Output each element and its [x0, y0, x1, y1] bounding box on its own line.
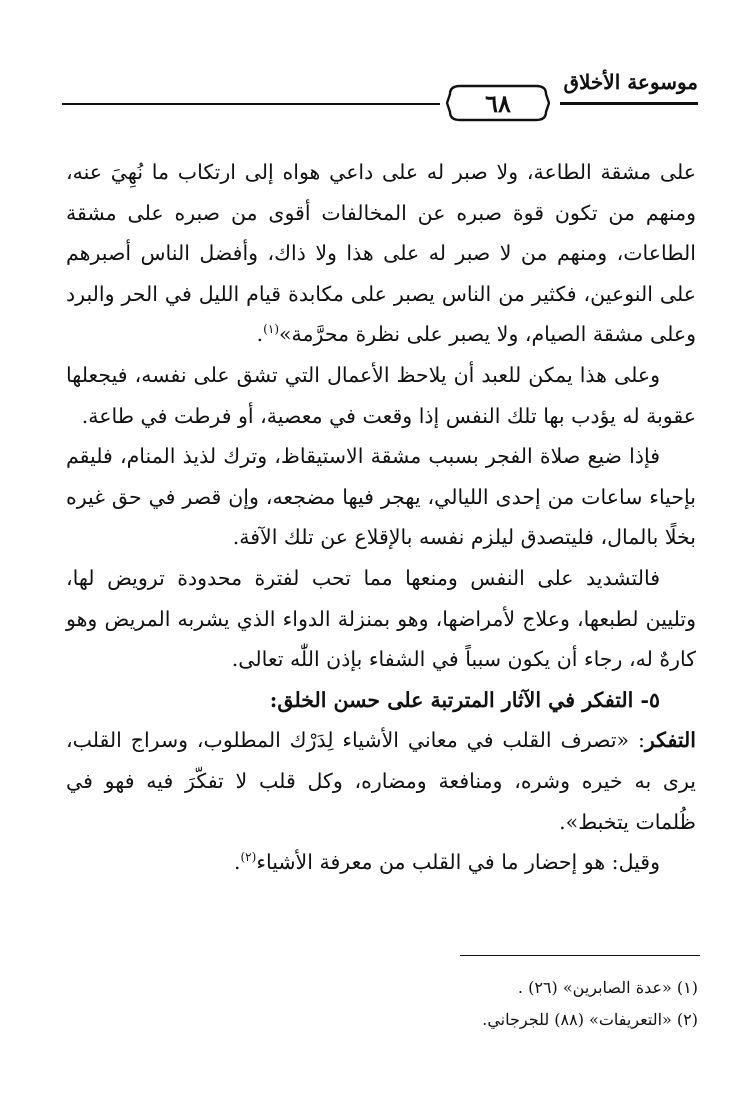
- paragraph-3: فإذا ضيع صلاة الفجر بسبب مشقة الاستيقاظ، وترك لذيذ المنام، فليقم بإحياء ساعات من إحدى الليالي، يهجر فيها مضجعه، وإن قصر في حق غيره بخلًا بالمال، فليتصدق ليلزم نفسه بالإقلاع عن تلك الآفة.: [66, 444, 696, 550]
- header-rule-left: [62, 103, 440, 105]
- footnote-ref-2: (٢): [240, 850, 257, 865]
- page-number: ٦٨: [485, 89, 511, 118]
- footnote-divider: [460, 955, 700, 956]
- body-text: [66, 152, 696, 883]
- footnote-2: (٢) «التعريفات» (٨٨) للجرجاني.: [482, 1010, 698, 1029]
- paragraph-2: وعلى هذا يمكن للعبد أن يلاحظ الأعمال التي تشق على نفسه، فيجعلها عقوبة له يؤدب بها تلك النفس إذا وقعت في معصية، أو فرطت في طاعة.: [66, 362, 696, 428]
- section-heading: ٥- التفكر في الآثار المترتبة على حسن الخلق:: [269, 687, 660, 712]
- paragraph-6: وقيل: هو إحضار ما في القلب من معرفة الأشياء$^{(٢)}$.: [233, 850, 660, 875]
- paragraph-5: التفكر: «تصرف القلب في معاني الأشياء لِدَرْك المطلوب، وسراج القلب، يرى به خيره وشره، ومنافعة ومضاره، وكل قلب لا تفكّرَ فيه فهو في ظُلمات يتخبط».: [66, 728, 696, 834]
- term-label: التفكر: [644, 728, 696, 753]
- footnote-ref-1: (١): [263, 322, 279, 337]
- footnote-1: (١) «عدة الصابرين» (٢٦) .: [517, 978, 698, 997]
- header-rule-right: [560, 102, 698, 105]
- paragraph-4: فالتشديد على النفس ومنعها مما تحب لفترة محدودة ترويض لها، وتليين لطبعها، وعلاج لأمراضها، وهو بمنزلة الدواء الذي يشربه المريض وهو كارهٌ له، رجاء أن يكون سبباً في الشفاء بإذن اللّٰه تعالى.: [66, 565, 696, 672]
- page-header: [62, 62, 698, 122]
- book-title: موسوعة الأخلاق: [563, 70, 698, 94]
- paragraph-1: على مشقة الطاعة، ولا صبر له على داعي هواه إلى ارتكاب ما نُهِيَ عنه، ومنهم من تكون قوة صبره عن المخالفات أقوى من صبره على مشقة الطاعات، ومنهم من لا صبر له على هذا ولا ذاك، وأفضل الناس أصبرهم على النوعين، فكثير من الناس يصبر على مكابدة قيام الليل في الحر والبرد وعلى مشقة الصيام، ولا يصبر على نظرة محرَّمة»$^{(١)}$.: [66, 160, 696, 347]
- footnotes: [58, 972, 698, 1036]
- page-number-badge: [446, 84, 550, 122]
